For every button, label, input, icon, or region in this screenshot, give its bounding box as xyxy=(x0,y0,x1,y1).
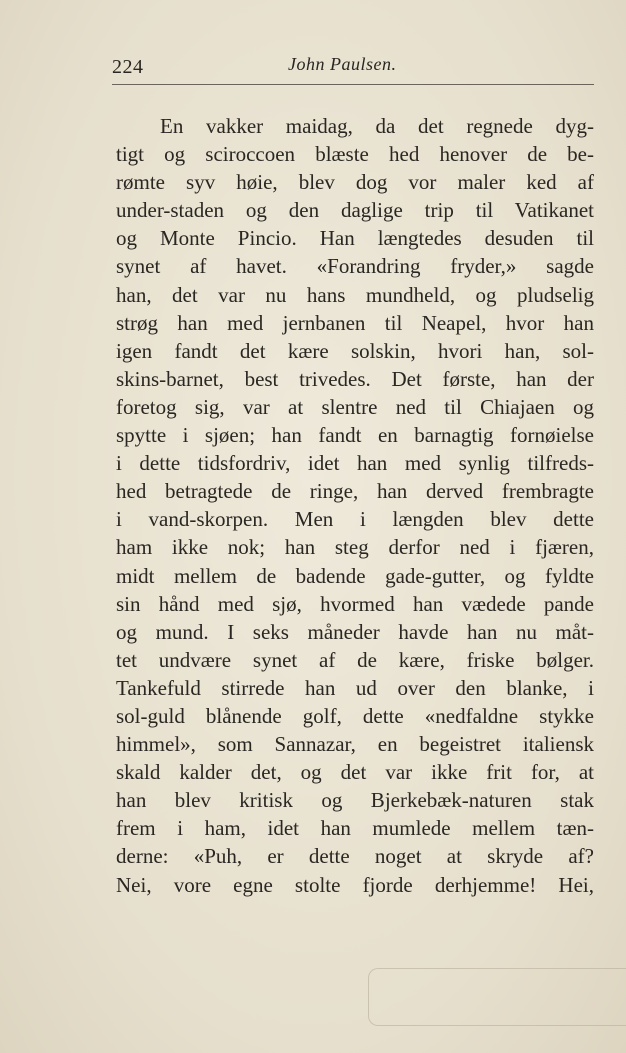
text-line: Nei, vore egne stolte fjorde derhjemme! Hei, xyxy=(116,872,594,897)
header-rule xyxy=(112,84,594,85)
text-line: han, det var nu hans mundheld, og pludselig xyxy=(116,282,594,307)
text-line: ham ikke nok; han steg derfor ned i fjæren, xyxy=(116,535,594,560)
text-line: himmel», som Sannazar, en begeistret italiensk xyxy=(116,732,594,757)
text-line: tigt og sciroccoen blæste hed henover de be- xyxy=(116,142,594,167)
text-line: synet af havet. «Forandring fryder,» sagde xyxy=(116,254,594,279)
text-line: tet undvære synet af de kære, friske bølger. xyxy=(116,647,594,672)
text-line: hed betragtede de ringe, han derved frembragte xyxy=(116,479,594,504)
page-number: 224 xyxy=(112,56,144,78)
text-line: frem i ham, idet han mumlede mellem tæn- xyxy=(116,816,594,841)
text-line: midt mellem de badende gade-gutter, og fyldte xyxy=(116,563,594,588)
text-line: i vand-skorpen. Men i længden blev dette xyxy=(116,507,594,532)
text-line: skins-barnet, best trivedes. Det første, han der xyxy=(116,366,594,391)
text-line: Tankefuld stirrede han ud over den blanke, i xyxy=(116,675,594,700)
text-line: En vakker maidag, da det regnede dyg- xyxy=(160,114,594,138)
text-line: spytte i sjøen; han fandt en barnagtig fornøielse xyxy=(116,423,594,448)
text-line: rømte syv høie, blev dog vor maler ked af xyxy=(116,170,594,195)
text-line: han blev kritisk og Bjerkebæk-naturen stak xyxy=(116,788,594,813)
text-line: sol-guld blånende golf, dette «nedfaldne stykke xyxy=(116,703,594,728)
text-line: og mund. I seks måneder havde han nu måt- xyxy=(116,619,594,644)
text-line: skald kalder det, og det var ikke frit for, at xyxy=(116,760,594,785)
body-text xyxy=(116,112,594,899)
text-line: under-staden og den daglige trip til Vatikanet xyxy=(116,198,594,223)
text-line: foretog sig, var at slentre ned til Chiajaen og xyxy=(116,394,594,419)
text-line: og Monte Pincio. Han længtedes desuden til xyxy=(116,226,594,251)
text-line: derne: «Puh, er dette noget at skryde af? xyxy=(116,844,594,869)
text-line: sin hånd med sjø, hvormed han vædede pande xyxy=(116,591,594,616)
text-line: igen fandt det kære solskin, hvori han, sol- xyxy=(116,338,594,363)
page-header xyxy=(112,54,592,84)
running-title: John Paulsen. xyxy=(288,54,397,74)
library-stamp-outline xyxy=(368,968,626,1026)
text-line: strøg han med jernbanen til Neapel, hvor han xyxy=(116,310,594,335)
text-line: i dette tidsfordriv, idet han med synlig tilfreds- xyxy=(116,451,594,476)
